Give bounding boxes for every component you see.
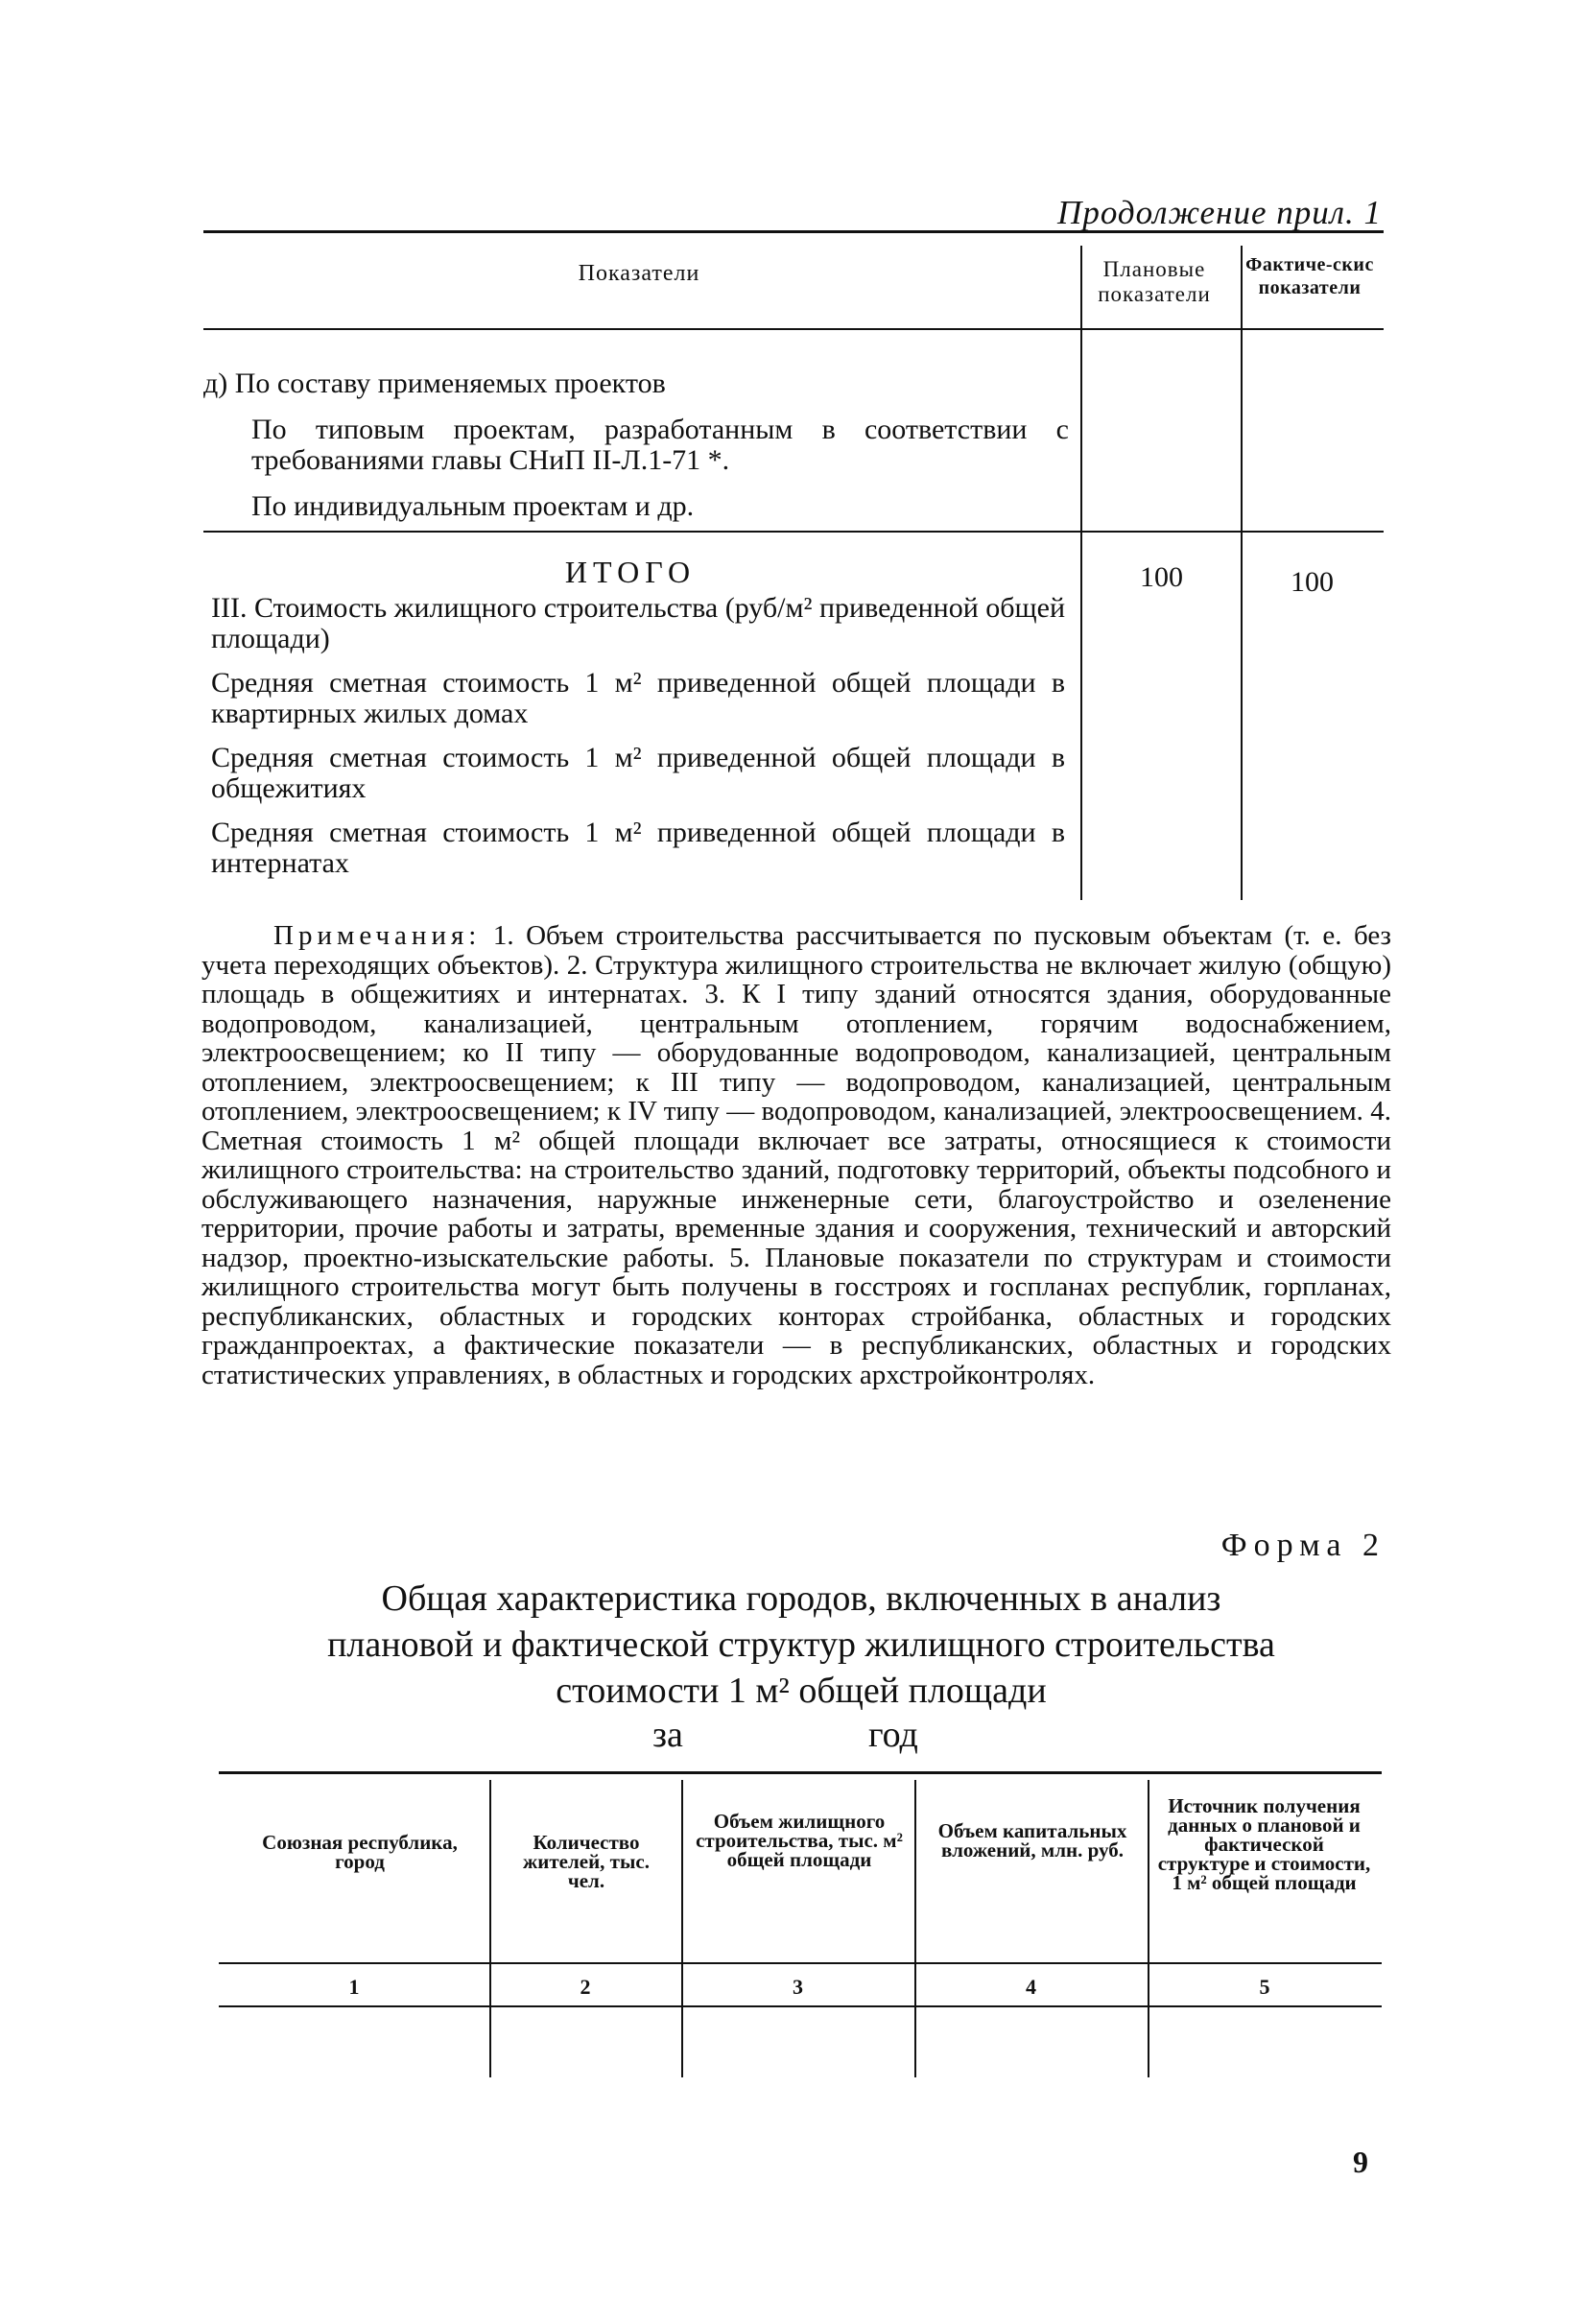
col-header-capital-investment: Объем капитальных вложений, млн. руб. — [937, 1819, 1127, 1862]
table2-col-divider-1 — [489, 1780, 491, 2077]
table2-number-rule — [219, 2005, 1382, 2007]
form-year-suffix: год — [868, 1715, 918, 1755]
col-number-2: 2 — [580, 1975, 591, 1999]
form-title-line-2: плановой и фактической структур жилищного строительства — [327, 1624, 1275, 1665]
section-iii-title: III. Стоимость жилищного строительства (руб/м² приведенной общей площади) — [211, 592, 1065, 654]
table2-col-divider-4 — [1148, 1780, 1149, 2077]
section-d-title: д) По составу применяемых проектов — [203, 368, 666, 399]
continuation-label: Продолжение прил. 1 — [1057, 194, 1382, 231]
form-title — [249, 1576, 1353, 1714]
section-d-item-typical: По типовым проектам, разработанным в соответствии с требованиями главы СНиП II-Л.1-71 *. — [251, 414, 1069, 476]
table1-top-rule — [203, 230, 1384, 233]
section-iii-item-dormitories: Средняя сметная стоимость 1 м² приведенной общей площади в общежитиях — [211, 742, 1065, 804]
section-d-item-individual: По индивидуальным проектам и др. — [251, 490, 695, 522]
col-number-5: 5 — [1259, 1975, 1270, 1999]
form-title-line-1: Общая характеристика городов, включенных в анализ — [381, 1578, 1221, 1619]
col-header-housing-volume: Объем жилищного строительства, тыс. м² общей площади — [696, 1810, 903, 1871]
col-header-actual: Фактиче-скис показатели — [1245, 254, 1374, 298]
page-number: 9 — [1353, 2145, 1368, 2179]
col-number-4: 4 — [1026, 1975, 1036, 1999]
col-header-planned: Плановые показатели — [1098, 257, 1211, 306]
col-header-republic-city: Союзная республика, город — [262, 1831, 458, 1873]
form-title-line-3: стоимости 1 м² общей площади — [556, 1671, 1047, 1711]
notes-text: 1. Объем строительства рассчитывается по пусковым объектам (т. е. без учета переходящих объектов). 2. Структура жилищного строительства не включает жилую (общую) площадь в общежитиях и интернатах. 3. К I типу зданий относятся здания, оборудованные водопроводом, канализацией, центральным отоплением, горячим водоснабжением, электроосвещением; ко II типу — оборудованные водопроводом, канализацией, центральным отоплением, электроосвещением; к III типу — водопроводом, канализацией, центральным отоплением, электроосвещением; к IV типу — водопроводом, канализацией, электроосвещением. 4. Сметная стоимость 1 м² общей площади включает все затраты, относящиеся к стоимости жилищного строительства: на строительство зданий, подготовку территорий, объекты подсобного и обслуживающего назначения, наружные инженерные сети, благоустройство и озеленение территории, прочие работы и затраты, временные здания и сооружения, технический и авторский надзор, проектно-изыскательские работы. 5. Плановые показатели по структурам и стоимости жилищного строительства могут быть получены в госстроях и госпланах республик, горпланах, республиканских, областных и городских конторах стройбанка, областных и городских гражданпроектах, а фактические показатели — в республиканских, областных и городских статистических управлениях, в областных и городских архстройконтролях. — [201, 920, 1391, 1390]
col-header-data-source: Источник получения данных о плановой и фактической структуре и стоимости, 1 м² общей площади — [1157, 1794, 1371, 1894]
table2-header-rule — [219, 1962, 1382, 1964]
col-number-1: 1 — [348, 1975, 360, 1999]
total-actual-value: 100 — [1291, 566, 1334, 598]
section-iii-item-boarding: Средняя сметная стоимость 1 м² приведенной общей площади в интернатах — [211, 817, 1065, 879]
notes-label: Примечания: — [273, 920, 482, 951]
total-planned-value: 100 — [1140, 561, 1183, 593]
table1-header-rule — [203, 328, 1384, 330]
section-iii-item-apartments: Средняя сметная стоимость 1 м² приведенной общей площади в квартирных жилых домах — [211, 667, 1065, 729]
table2-col-divider-2 — [681, 1780, 683, 2077]
notes-paragraph — [201, 921, 1391, 1389]
total-label: ИТОГО — [564, 555, 697, 589]
form-label: Форма 2 — [1220, 1528, 1386, 1563]
col-header-population: Количество жителей, тыс. чел. — [523, 1831, 650, 1892]
col-header-indicators: Показатели — [578, 261, 700, 286]
form-year-prefix: за — [652, 1715, 683, 1755]
table1-total-rule — [203, 531, 1384, 533]
col-number-3: 3 — [793, 1975, 803, 1999]
table2-top-rule — [219, 1771, 1382, 1774]
table2-col-divider-3 — [914, 1780, 916, 2077]
